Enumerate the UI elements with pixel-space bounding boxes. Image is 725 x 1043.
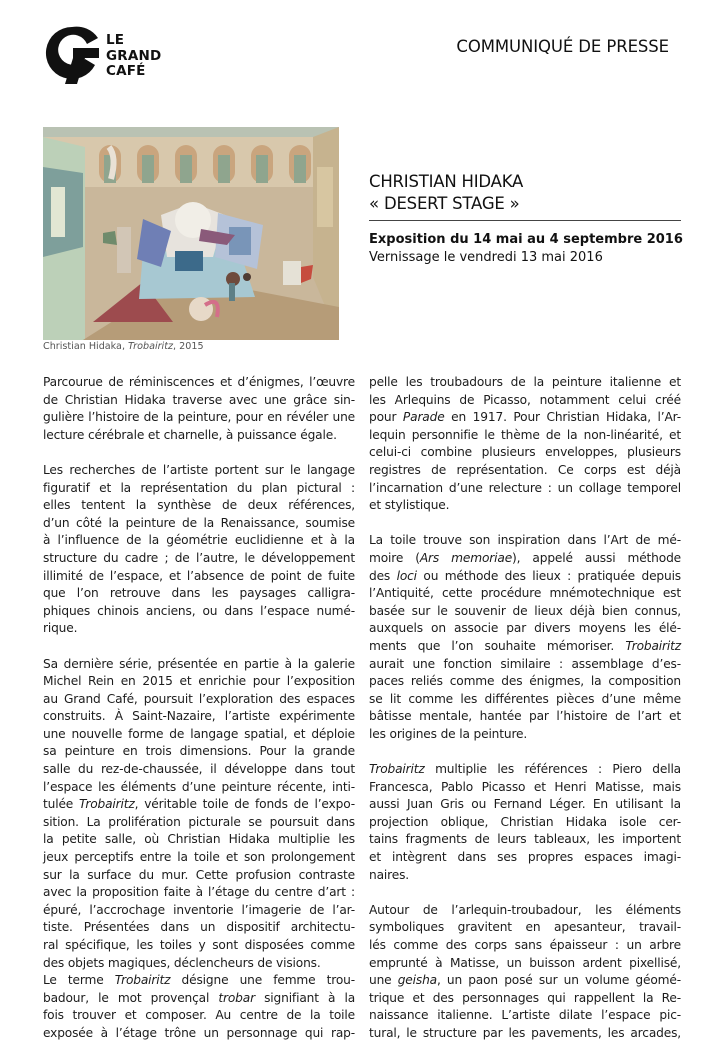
text-line: rique. <box>43 621 78 636</box>
text-line: jeux perceptifs entre la toile et son prolongement <box>43 850 355 865</box>
text-run-italic: Trobairitz <box>114 973 171 988</box>
paragraph <box>43 462 355 638</box>
text-run: , véritable toile de fonds de l’expo- <box>134 797 355 812</box>
text-run-italic: Parade <box>402 410 445 425</box>
text-run: ou méthode des lieux : pratiquée depuis <box>416 568 682 583</box>
text-run: , un paon posé sur un volume géomé- <box>436 973 681 988</box>
text-line: illimité de l’espace, et l’absence de point de fuite <box>43 568 355 583</box>
text-line: elles tentent la synthèse de deux références, <box>43 498 355 513</box>
text-line: aurait une fonction similaire : assemblage d’es- <box>369 656 681 671</box>
text-line: emprunté à Matisse, un buisson ardent pixellisé, <box>369 955 681 970</box>
text-line: La toile trouve son inspiration dans l’Art de mé- <box>369 533 681 548</box>
logo-wordmark <box>106 33 161 80</box>
text-run: désigne une femme trou- <box>170 973 355 988</box>
text-line: basée sur le souvenir de lieux déjà bien connus, <box>369 603 681 618</box>
text-line: symboliques gravitent en apesanteur, travail- <box>369 920 681 935</box>
text-run: signifiant à la <box>254 990 356 1005</box>
text-run: en 1917. Pour Christian Hidaka, l’Ar- <box>444 410 681 425</box>
title-artist: CHRISTIAN HIDAKA <box>369 172 524 191</box>
text-line: construits. À Saint-Nazaire, l’artiste expérimente <box>43 709 355 724</box>
text-line <box>43 990 355 1008</box>
text-line: projection oblique, Christian Hidaka isole cer- <box>369 814 681 829</box>
title-divider <box>369 220 681 221</box>
text-line: sa peinture en trois dimensions. Pour la grande <box>43 744 355 759</box>
text-line: sition. La prolifération picturale se poursuit dans <box>43 814 355 829</box>
artwork-caption <box>43 341 204 352</box>
text-run: ), appelé aussi méthode <box>512 550 681 565</box>
exhibition-period: Exposition du 14 mai au 4 septembre 2016 <box>369 232 683 247</box>
text-run: badour, le mot provençal <box>43 990 219 1005</box>
text-run: pour <box>369 410 403 425</box>
paragraph <box>369 374 681 515</box>
body-column-right <box>369 374 681 1043</box>
logo-line: CAFÉ <box>106 63 146 79</box>
paragraph <box>369 761 681 884</box>
text-line: gulière l’histoire de la peinture, pour en révéler une <box>43 410 355 425</box>
opening-date: Vernissage le vendredi 13 mai 2016 <box>369 250 603 265</box>
text-line: Michel Rein en 2015 et enrichie pour l’exposition <box>43 674 355 689</box>
paragraph <box>369 902 681 1043</box>
text-line: et stylistique. <box>369 498 450 513</box>
text-line: auxquels on associe par divers moyens les élé- <box>369 621 681 636</box>
text-line: trique et des personnages qui rappellent la Re- <box>369 990 681 1005</box>
text-line: pelle les troubadours de la peinture italienne et <box>369 375 681 389</box>
text-line: lés comme des corps sans épaisseur : un arbre <box>369 938 681 952</box>
title-show: « DESERT STAGE » <box>369 194 520 213</box>
text-line: bâtisse mentale, hantée par l’histoire de l’art et <box>369 709 681 724</box>
text-line: d’un côté la peinture de la Renaissance, soumise <box>43 515 355 530</box>
exhibition-title <box>369 171 681 215</box>
text-line <box>369 761 681 779</box>
text-line: registres de représentation. Ce corps est déjà <box>369 462 681 477</box>
text-line: l’incarnation d’une relecture : un collage temporel <box>369 480 681 495</box>
text-line <box>43 972 355 990</box>
text-line: fois trouver et composer. Au centre de la toile <box>43 1008 355 1023</box>
text-run: Le terme <box>43 973 115 988</box>
logo-line: LE <box>106 32 125 48</box>
text-line: les origines de la peinture. <box>369 726 528 741</box>
text-line: Les recherches de l’artiste portent sur le langage <box>43 462 355 477</box>
text-line: Parcourue de réminiscences et d’énigmes, l’œuvre <box>43 375 355 389</box>
text-run: une <box>369 973 398 988</box>
text-line: aussi Juan Gris ou Fernand Léger. En utilisant la <box>369 797 681 812</box>
text-run-italic: trobar <box>218 990 255 1005</box>
logo-mark-icon <box>43 24 101 86</box>
text-run-italic: Trobairitz <box>625 638 681 653</box>
paragraph <box>43 972 355 1042</box>
text-line: Autour de l’arlequin-troubadour, les éléments <box>369 902 681 917</box>
le-grand-cafe-logo <box>43 24 183 90</box>
text-line: celui-ci combine plusieurs enveloppes, plusieurs <box>369 445 681 460</box>
text-line: structure du cadre ; de l’autre, le développement <box>43 550 355 565</box>
painting-illustration <box>43 127 339 340</box>
text-line: de Christian Hidaka traverse avec une grâce sin- <box>43 392 355 407</box>
text-line: Sa dernière série, présentée en partie à la galerie <box>43 656 355 671</box>
text-run: multiplie les références : Piero della <box>424 762 681 777</box>
exhibition-dates <box>369 231 689 267</box>
text-line: ral spécifique, les toiles y sont disposées comme <box>43 938 355 952</box>
text-line: lecture cérébrale et charnelle, à puissance égale. <box>43 427 337 442</box>
text-line: l’espace les éléments d’une peinture récente, inti- <box>43 779 355 794</box>
artwork-image <box>43 127 339 340</box>
text-line: épuré, l’accrochage inventorie l’imagerie de l’ar- <box>43 902 355 917</box>
caption-artist: Christian Hidaka, <box>43 341 129 352</box>
text-line <box>369 550 681 568</box>
paragraph <box>369 532 681 743</box>
text-run: des <box>369 568 397 583</box>
text-run-italic: Ars memoriae <box>419 550 513 565</box>
text-line: phiques chinois anciens, ou dans l’espace numé- <box>43 603 355 618</box>
text-line: exposée à l’étage trône un personnage qui rap- <box>43 1025 355 1040</box>
body-column-left <box>43 374 355 1043</box>
text-line: salle du rez-de-chaussée, il développe dans tout <box>43 762 355 777</box>
text-line: la petite salle, où Christian Hidaka multiplie les <box>43 832 355 847</box>
caption-title: Trobairitz <box>128 341 174 352</box>
text-line: à l’influence de la géométrie euclidienne et à la <box>43 533 355 548</box>
text-line: que l’on retrouve dans les paysages calligra- <box>43 586 355 601</box>
text-line: et intègrent dans ses propres espaces imagi- <box>369 850 681 865</box>
text-line: se lit comme les différentes pièces d’une même <box>369 691 681 706</box>
text-line: les Arlequins de Picasso, notamment celui créé <box>369 392 681 407</box>
text-line: naissance italienne. L’artiste dilate l’espace pic- <box>369 1008 681 1023</box>
text-line: figuratif et la représentation du plan pictural : <box>43 480 355 495</box>
text-line: lequin personnifie le thème de la non-linéarité, et <box>369 427 681 442</box>
paragraph <box>43 656 355 973</box>
text-line <box>369 568 681 586</box>
paragraph <box>43 374 355 444</box>
text-line <box>369 972 681 990</box>
text-line: tiste. Présentées dans un dispositif architectu- <box>43 920 355 935</box>
text-line <box>43 796 355 814</box>
text-run: tulée <box>43 797 79 812</box>
text-run-italic: Trobairitz <box>78 797 135 812</box>
text-run-italic: geisha <box>397 973 437 988</box>
logo-line: GRAND <box>106 47 162 64</box>
text-line: l’Antiquité, cette procédure mnémotechnique est <box>369 586 681 601</box>
text-line: sur la surface du mur. Cette profusion contraste <box>43 867 355 882</box>
text-line <box>369 409 681 427</box>
text-line: une nouvelle forme de langage spatial, et déploie <box>43 726 355 741</box>
text-line: avec la proposition faite à l’étage du centre d’art : <box>43 885 355 900</box>
text-line: naires. <box>369 867 409 882</box>
text-line: paces reliés comme des énigmes, la composition <box>369 674 681 689</box>
caption-year: , 2015 <box>173 341 204 352</box>
text-line: Francesca, Pablo Picasso et Henri Matisse, mais <box>369 779 681 794</box>
text-line: tural, le structure par les pavements, les arcades, <box>369 1025 681 1040</box>
text-line: au Grand Café, poursuit l’exploration des espaces <box>43 691 355 706</box>
text-run-italic: Trobairitz <box>369 762 425 777</box>
text-line <box>369 638 681 656</box>
text-line: tains fragments de leurs tableaux, les importent <box>369 832 681 847</box>
document-type-heading: COMMUNIQUÉ DE PRESSE <box>456 37 669 56</box>
text-line: des objets magiques, déclencheurs de visions. <box>43 955 321 970</box>
text-run: moire ( <box>369 550 420 565</box>
text-run-italic: loci <box>396 568 417 583</box>
text-run: ments que l’on souhaite mémoriser. <box>369 638 626 653</box>
